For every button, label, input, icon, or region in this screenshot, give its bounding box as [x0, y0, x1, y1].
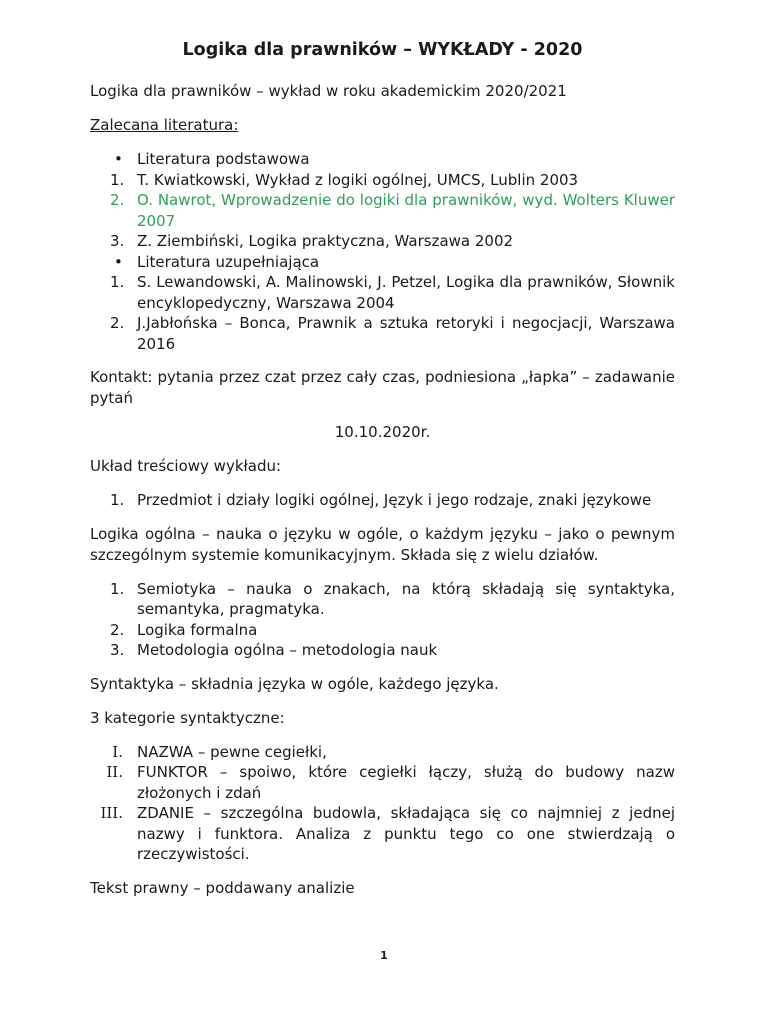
syntax-paragraph: Syntaktyka – składnia języka w ogóle, każdego języka. [90, 674, 499, 693]
list-item-text: Metodologia ogólna – metodologia nauk [137, 641, 438, 659]
list-marker: 2. [110, 620, 125, 639]
list-marker: 3. [110, 232, 125, 250]
literature-text: J.Jabłońska – Bonca, Prawnik a sztuka retoryki i negocjacji, Warszawa 2016 [137, 314, 675, 353]
list-item [90, 762, 675, 803]
list-marker: • [114, 150, 123, 168]
categories-heading: 3 kategorie syntaktyczne: [90, 708, 285, 727]
list-item [90, 579, 675, 620]
literature-text: S. Lewandowski, A. Malinowski, J. Petzel, Logika dla prawników, Słownik encyklopedyczny, Warszawa 2004 [137, 273, 675, 312]
list-item-text: Semiotyka – nauka o znakach, na którą składają się syntaktyka, semantyka, pragmatyka. [137, 579, 675, 618]
literature-item-highlighted [90, 190, 675, 231]
document-title: Logika dla prawników – WYKŁADY - 2020 [182, 40, 583, 60]
list-marker: I. [112, 742, 123, 761]
list-marker: • [114, 252, 123, 271]
list-item-text: FUNKTOR – spoiwo, które cegiełki łączy, służą do budowy nazw złożonych i zdań [137, 763, 675, 802]
page-number: 1 [380, 949, 388, 962]
list-item [90, 620, 675, 641]
structure-list [90, 490, 675, 511]
intro-paragraph: Logika dla prawników – wykład w roku akademickim 2020/2021 [90, 82, 567, 100]
list-marker: III. [100, 804, 123, 822]
list-marker: 1. [110, 491, 125, 509]
categories-list [90, 742, 675, 865]
list-item [90, 490, 675, 511]
list-marker: II. [106, 763, 123, 781]
list-item-text: Przedmiot i działy logiki ogólnej, Język i jego rodzaje, znaki językowe [137, 491, 652, 509]
contact-paragraph: Kontakt: pytania przez czat przez cały czas, podniesiona „łapka” – zadawanie pytań [90, 368, 675, 407]
literature-text: T. Kwiatkowski, Wykład z logiki ogólnej, UMCS, Lublin 2003 [137, 170, 579, 189]
general-logic-paragraph: Logika ogólna – nauka o języku w ogóle, o każdym języku – jako o pewnym szczególnym systemie komunikacyjnym. Składa się z wielu działów. [90, 524, 675, 564]
legal-text-paragraph: Tekst prawny – poddawany analizie [90, 878, 355, 897]
literature-list [90, 149, 675, 354]
list-item [90, 742, 675, 763]
list-item-text: Logika formalna [137, 620, 258, 639]
list-item-text: NAZWA – pewne cegiełki, [137, 742, 327, 761]
list-item [90, 803, 675, 865]
list-marker: 2. [110, 191, 125, 209]
list-marker: 1. [110, 579, 125, 598]
literature-text: O. Nawrot, Wprowadzenie do logiki dla prawników, wyd. Wolters Kluwer 2007 [137, 191, 675, 230]
literature-item [90, 313, 675, 354]
list-item [90, 640, 675, 661]
list-marker: 3. [110, 641, 125, 659]
document-page [90, 40, 675, 899]
literature-item [90, 252, 675, 273]
literature-text: Literatura podstawowa [137, 150, 310, 168]
literature-item [90, 272, 675, 313]
literature-heading: Zalecana literatura: [90, 116, 239, 134]
list-marker: 2. [110, 314, 125, 332]
lecture-date: 10.10.2020r. [334, 423, 431, 441]
literature-item [90, 231, 675, 252]
literature-text: Literatura uzupełniająca [137, 252, 320, 271]
structure-heading: Układ treściowy wykładu: [90, 457, 282, 475]
list-marker: 1. [110, 273, 125, 291]
literature-text: Z. Ziembiński, Logika praktyczna, Warszawa 2002 [137, 232, 514, 250]
sections-list [90, 579, 675, 661]
literature-item [90, 149, 675, 170]
literature-item [90, 170, 675, 191]
list-item-text: ZDANIE – szczególna budowla, składająca się co najmniej z jednej nazwy i funktora. Analiza z punktu tego co one stwierdzają o rzeczywistości. [137, 804, 675, 863]
list-marker: 1. [110, 170, 125, 189]
